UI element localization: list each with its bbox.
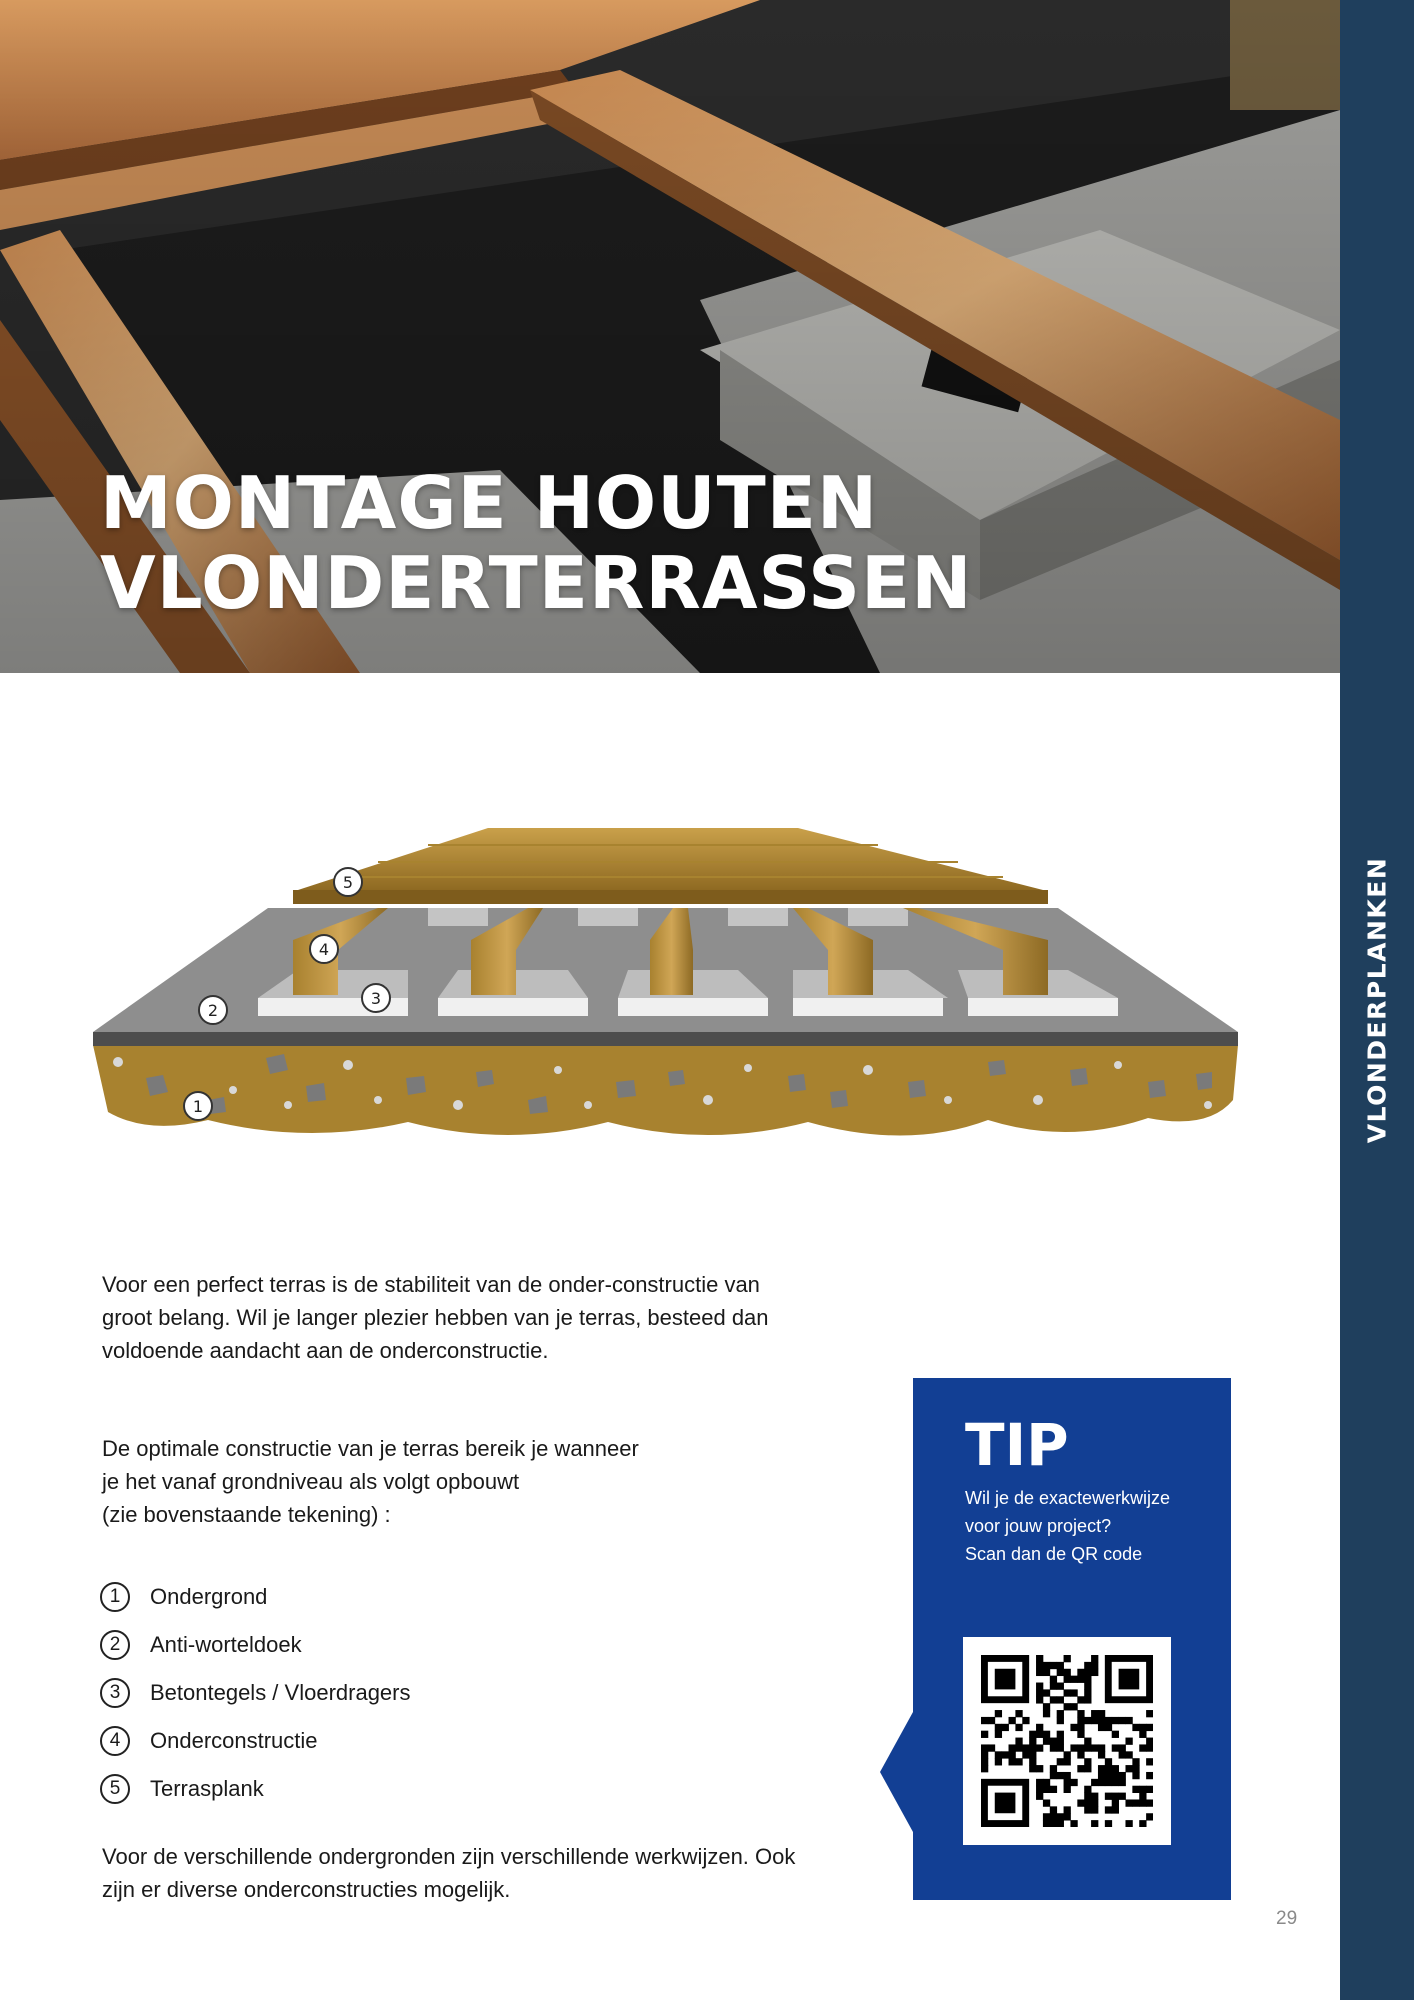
legend-label: Ondergrond bbox=[150, 1584, 268, 1609]
tip-box-notch bbox=[880, 1712, 916, 1832]
section-label: VLONDERPLANKEN bbox=[1362, 856, 1392, 1144]
construction-paragraph bbox=[102, 1432, 782, 1531]
legend-number: 3 bbox=[100, 1678, 130, 1708]
construction-line-1: De optimale constructie van je terras bereik je wanneer bbox=[102, 1436, 639, 1461]
title-line-2: VLONDERTERRASSEN bbox=[100, 541, 973, 625]
svg-text:2: 2 bbox=[207, 1001, 219, 1020]
layer-legend bbox=[100, 1573, 411, 1813]
closing-paragraph: Voor de verschillende ondergronden zijn verschillende werkwijzen. Ook zijn er diverse onderconstructies mogelijk. bbox=[102, 1844, 796, 1902]
tip-line-2: voor jouw project? bbox=[965, 1516, 1112, 1536]
soil-layer bbox=[93, 1045, 1238, 1136]
svg-text:5: 5 bbox=[342, 873, 354, 892]
legend-item bbox=[100, 1573, 411, 1621]
tip-line-1: Wil je de exactewerkwijze bbox=[965, 1488, 1171, 1508]
title-line-1: MONTAGE HOUTEN bbox=[100, 461, 879, 545]
tip-title: TIP bbox=[965, 1411, 1069, 1479]
membrane-edge bbox=[93, 1032, 1238, 1046]
page-number: 29 bbox=[1276, 1908, 1298, 1929]
legend-label: Betontegels / Vloerdragers bbox=[150, 1680, 411, 1705]
diagram-marker-2 bbox=[199, 996, 227, 1024]
diagram-marker-1 bbox=[184, 1092, 212, 1120]
tip-text bbox=[965, 1484, 1205, 1568]
deck-planks bbox=[293, 828, 1048, 904]
svg-text:1: 1 bbox=[192, 1097, 204, 1116]
intro-paragraph: Voor een perfect terras is de stabiliteit van de onder-constructie van groot belang. Wil je langer plezier hebben van je terras, besteed dan voldoende aandacht aan de onderconstructie. bbox=[102, 1272, 769, 1363]
legend-item bbox=[100, 1765, 411, 1813]
hero-photo bbox=[0, 0, 1340, 673]
legend-number: 4 bbox=[100, 1726, 130, 1756]
qr-code[interactable] bbox=[963, 1637, 1171, 1845]
legend-number: 2 bbox=[100, 1630, 130, 1660]
diagram-marker-3 bbox=[362, 984, 390, 1012]
svg-text:3: 3 bbox=[370, 989, 382, 1008]
legend-label: Anti-worteldoek bbox=[150, 1632, 302, 1657]
diagram-marker-5 bbox=[334, 868, 362, 896]
legend-item bbox=[100, 1621, 411, 1669]
legend-item bbox=[100, 1669, 411, 1717]
legend-number: 1 bbox=[100, 1582, 130, 1612]
legend-number: 5 bbox=[100, 1774, 130, 1804]
legend-label: Onderconstructie bbox=[150, 1728, 318, 1753]
diagram-marker-4 bbox=[310, 935, 338, 963]
legend-item bbox=[100, 1717, 411, 1765]
qr-code-pattern bbox=[981, 1655, 1153, 1827]
construction-line-2: je het vanaf grondniveau als volgt opbouwt bbox=[102, 1469, 520, 1494]
svg-text:4: 4 bbox=[318, 940, 330, 959]
page-title bbox=[100, 463, 972, 623]
terrace-construction-diagram bbox=[88, 800, 1243, 1170]
tip-line-3: Scan dan de QR code bbox=[965, 1544, 1143, 1564]
legend-label: Terrasplank bbox=[150, 1776, 264, 1801]
construction-line-3: (zie bovenstaande tekening) : bbox=[102, 1502, 391, 1527]
